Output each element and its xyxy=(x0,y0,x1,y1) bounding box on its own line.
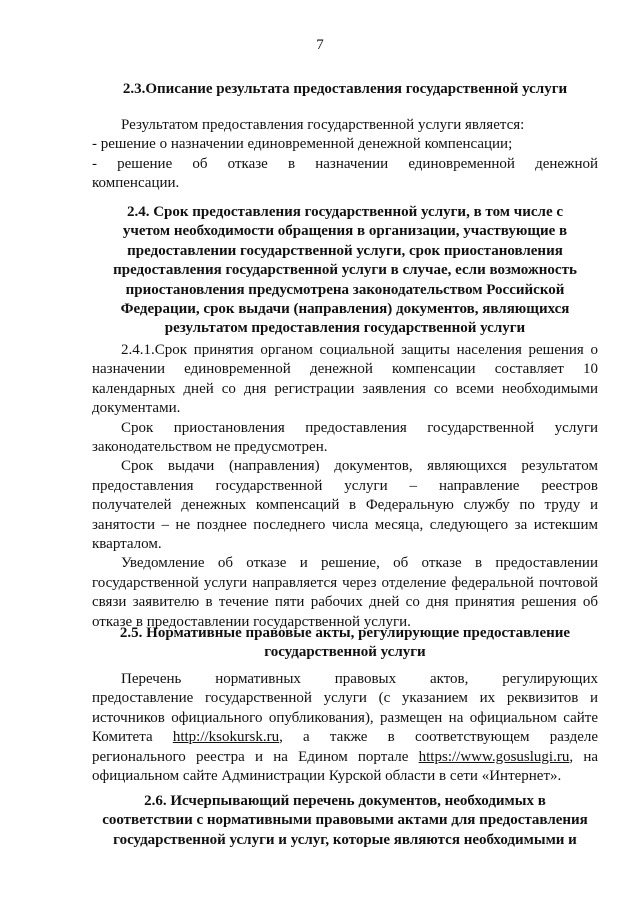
heading-line: соответствии с нормативными правовыми актами для предоставления xyxy=(102,812,588,829)
list-item: - решение об отказе в назначении единовременной денежной xyxy=(92,155,598,172)
text-fragment: , а также в соответствующем разделе xyxy=(279,729,598,746)
heading-line: предоставления государственной услуги в случае, если возможность xyxy=(113,262,577,279)
text-line: занятости – не позднее последнего числа месяца, следующего за истекшим xyxy=(92,516,598,533)
heading-line: 2.5. Нормативные правовые акты, регулирующие предоставление xyxy=(119,625,571,641)
heading-line: Федерации, срок выдачи (направления) документов, являющихся xyxy=(120,301,570,318)
section-2-5-body xyxy=(92,670,598,786)
text-line: предоставления государственной услуги – направление реестров xyxy=(92,477,598,494)
text-fragment: Комитета xyxy=(92,729,153,746)
list-item: - решение о назначении единовременной денежной компенсации; xyxy=(92,136,513,153)
list-item-continuation: компенсации. xyxy=(92,175,180,192)
heading-line: государственной услуги xyxy=(264,644,426,661)
text-line xyxy=(92,748,598,767)
section-2-5-heading xyxy=(92,624,598,663)
heading-line: государственной услуги и услуг, которые являются необходимыми и xyxy=(113,831,577,848)
text-line: кварталом. xyxy=(92,536,162,553)
text-line: предоставление государственной услуги (с указанием их реквизитов и xyxy=(92,690,598,707)
text-line: отказе в предоставлении государственной услуги. xyxy=(92,613,411,630)
heading-line: предоставлении государственной услуги, срок приостановления xyxy=(127,242,563,259)
paragraph-intro: Результатом предоставления государственной услуги является: xyxy=(121,117,525,133)
text-line: Срок выдачи (направления) документов, являющихся результатом xyxy=(121,458,598,475)
text-line xyxy=(92,728,598,747)
text-line: законодательством не предусмотрен. xyxy=(92,439,328,456)
section-2-4-body xyxy=(92,341,598,632)
text-line: Перечень нормативных правовых актов, регулирующих xyxy=(121,671,598,687)
text-line: документами. xyxy=(92,400,181,417)
text-line: государственной услуги направляется через отделение федеральной почтовой xyxy=(92,574,598,591)
text-fragment: регионального реестра и на Едином портале xyxy=(92,748,409,765)
gosuslugi-link[interactable]: https://www.gosuslugi.ru xyxy=(418,748,570,765)
ksokursk-link[interactable]: http://ksokursk.ru xyxy=(172,729,280,746)
text-line: Уведомление об отказе и решение, об отказе в предоставлении xyxy=(121,555,598,572)
text-line: назначении единовременной денежной компенсации составляет 10 xyxy=(92,361,598,378)
section-2-6-heading xyxy=(92,792,598,850)
text-line: Срок приостановления предоставления государственной услуги xyxy=(121,419,598,436)
heading-line: 2.4. Срок предоставления государственной услуги, в том числе с xyxy=(126,204,564,220)
text-line: официальном сайте Администрации Курской области в сети «Интернет». xyxy=(92,768,562,785)
text-fragment: , на xyxy=(569,748,598,765)
text-line: календарных дней со дня регистрации заявления со всеми необходимыми xyxy=(92,380,598,397)
heading-line: учетом необходимости обращения в организации, участвующие в xyxy=(122,223,568,240)
text-line: источников официального опубликования), размещен на официальном сайте xyxy=(92,709,598,726)
section-2-3-body xyxy=(92,116,598,194)
heading-line: 2.6. Исчерпывающий перечень документов, необходимых в xyxy=(144,793,546,809)
section-2-3-heading: 2.3.Описание результата предоставления государственной услуги xyxy=(122,81,568,97)
text-line: получателей денежных компенсаций в Федеральную службу по труду и xyxy=(92,497,598,514)
page-number: 7 xyxy=(316,37,324,53)
heading-line: приостановления предусмотрена законодательством Российской xyxy=(125,281,565,298)
text-line: связи заявителю в течение пяти рабочих дней со дня принятия решения об xyxy=(92,594,598,611)
text-line: 2.4.1.Срок принятия органом социальной защиты населения решения о xyxy=(121,342,598,358)
section-2-4-heading xyxy=(92,203,598,339)
heading-line: результатом предоставления государственной услуги xyxy=(164,320,526,337)
